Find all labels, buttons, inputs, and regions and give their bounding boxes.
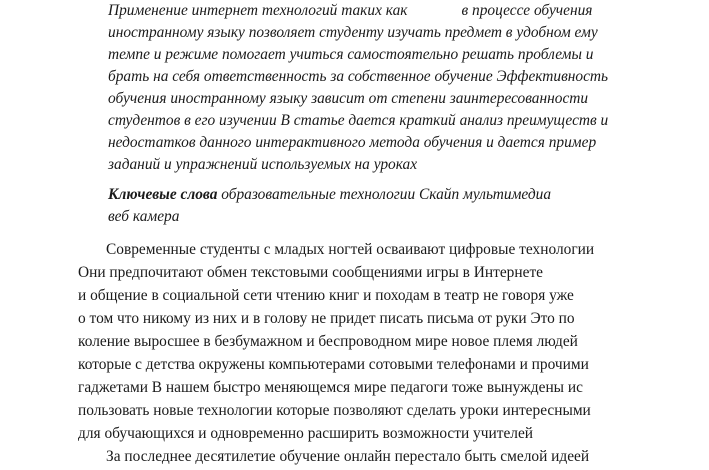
keywords-line-1: [108, 186, 551, 204]
abstract-line-1: [108, 2, 592, 20]
body-line-1: Современные студенты с младых ногтей осваивают цифровые технологии: [106, 241, 595, 258]
body-line-6: которые с детства окружены компьютерами сотовыми телефонами и прочими: [78, 356, 589, 373]
abstract-line-6: студентов в его изучении В статье дается краткий анализ преимуществ и: [108, 112, 609, 129]
abstract-line-5: обучения иностранному языку зависит от степени заинтересованности: [108, 90, 589, 107]
body-line-4: о том что никому из них и в голову не придет писать письма от руки Это по: [78, 310, 575, 327]
body-line-10: За последнее десятилетие обучение онлайн перестало быть смелой идеей: [106, 448, 590, 465]
abstract-line-8: заданий и упражнений используемых на уроках: [108, 156, 418, 173]
abstract-line-1a: Применение интернет технологий таких как: [108, 2, 408, 19]
body-line-3: и общение в социальной сети чтению книг и походам в театр не говоря уже: [78, 287, 574, 304]
body-line-9: для обучающихся и одновременно расширить возможности учителей: [78, 425, 534, 442]
abstract-line-3: темпе и режиме помогает учиться самостоятельно решать проблемы и: [108, 46, 594, 63]
abstract-line-2: иностранному языку позволяет студенту изучать предмет в удобном ему: [108, 24, 598, 41]
body-line-8: пользовать новые технологии которые позволяют сделать уроки интересными: [78, 402, 591, 419]
abstract-line-1b: в процессе обучения: [461, 2, 593, 19]
abstract-line-4: брать на себя ответственность за собственное обучение Эффективность: [108, 68, 609, 85]
abstract-line-7: недостатков данного интерактивного метода обучения и дается пример: [108, 134, 597, 151]
keywords-line-2: веб камера: [108, 208, 180, 225]
body-line-2: Они предпочитают обмен текстовыми сообщениями игры в Интернете: [78, 264, 543, 281]
body-line-5: коление выросшее в безбумажном и беспроводном мире новое племя людей: [78, 333, 578, 350]
keywords-list: образовательные технологии Скайп мультимедиа: [217, 186, 552, 203]
keywords-label: Ключевые слова: [108, 186, 218, 203]
body-line-7: гаджетами В нашем быстро меняющемся мире педагоги тоже вынуждены ис: [78, 379, 583, 396]
